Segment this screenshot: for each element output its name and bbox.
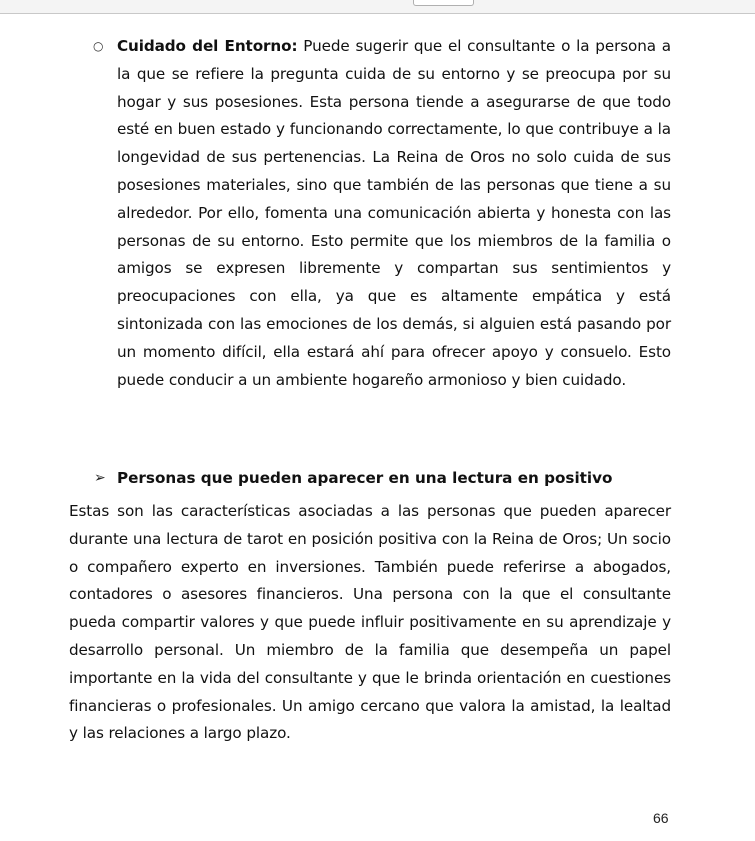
page-number: 66 xyxy=(653,810,669,826)
viewer-toolbar xyxy=(0,0,755,14)
document-page xyxy=(0,14,755,841)
toolbar-tab[interactable] xyxy=(413,0,474,6)
arrow-bullet-icon: ➢ xyxy=(94,470,106,486)
circle-bullet-icon: ○ xyxy=(93,39,104,53)
body-paragraph: Estas son las características asociadas a las personas que pueden aparecer durante una lectura de tarot en posición positiva con la Reina de Oros; Un socio o compañero experto en inversiones. También puede referirse a abogados, contadores o asesores financieros. Una persona con la que el consultante pueda compartir valores y que puede influir positivamente en su aprendizaje y desarrollo personal. Un miembro de la familia que desempeña un papel importante en la vida del consultante y que le brinda orientación en cuestiones financieras o profesionales. Un amigo cercano que valora la amistad, la lealtad y las relaciones a largo plazo. xyxy=(69,502,671,743)
section-heading: Personas que pueden aparecer en una lectura en positivo xyxy=(117,469,613,487)
sub-item-title: Cuidado del Entorno: xyxy=(117,37,298,55)
sub-item-body: Puede sugerir que el consultante o la persona a la que se refiere la pregunta cuida de su entorno y se preocupa por su hogar y sus posesiones. Esta persona tiende a asegurarse de que todo esté en buen estado y funcionando correctamente, lo que contribuye a la longevidad de sus pertenencias. La Reina de Oros no solo cuida de sus posesiones materiales, sino que también de las personas que tiene a su alrededor. Por ello, fomenta una comunicación abierta y honesta con las personas de su entorno. Esto permite que los miembros de la familia o amigos se expresen libremente y compartan sus sentimientos y preocupaciones con ella, ya que es altamente empática y está sintonizada con las emociones de los demás, si alguien está pasando por un momento difícil, ella estará ahí para ofrecer apoyo y consuelo. Esto puede conducir a un ambiente hogareño armonioso y bien cuidado. xyxy=(117,37,672,389)
sub-item-cuidado-del-entorno xyxy=(117,33,671,394)
